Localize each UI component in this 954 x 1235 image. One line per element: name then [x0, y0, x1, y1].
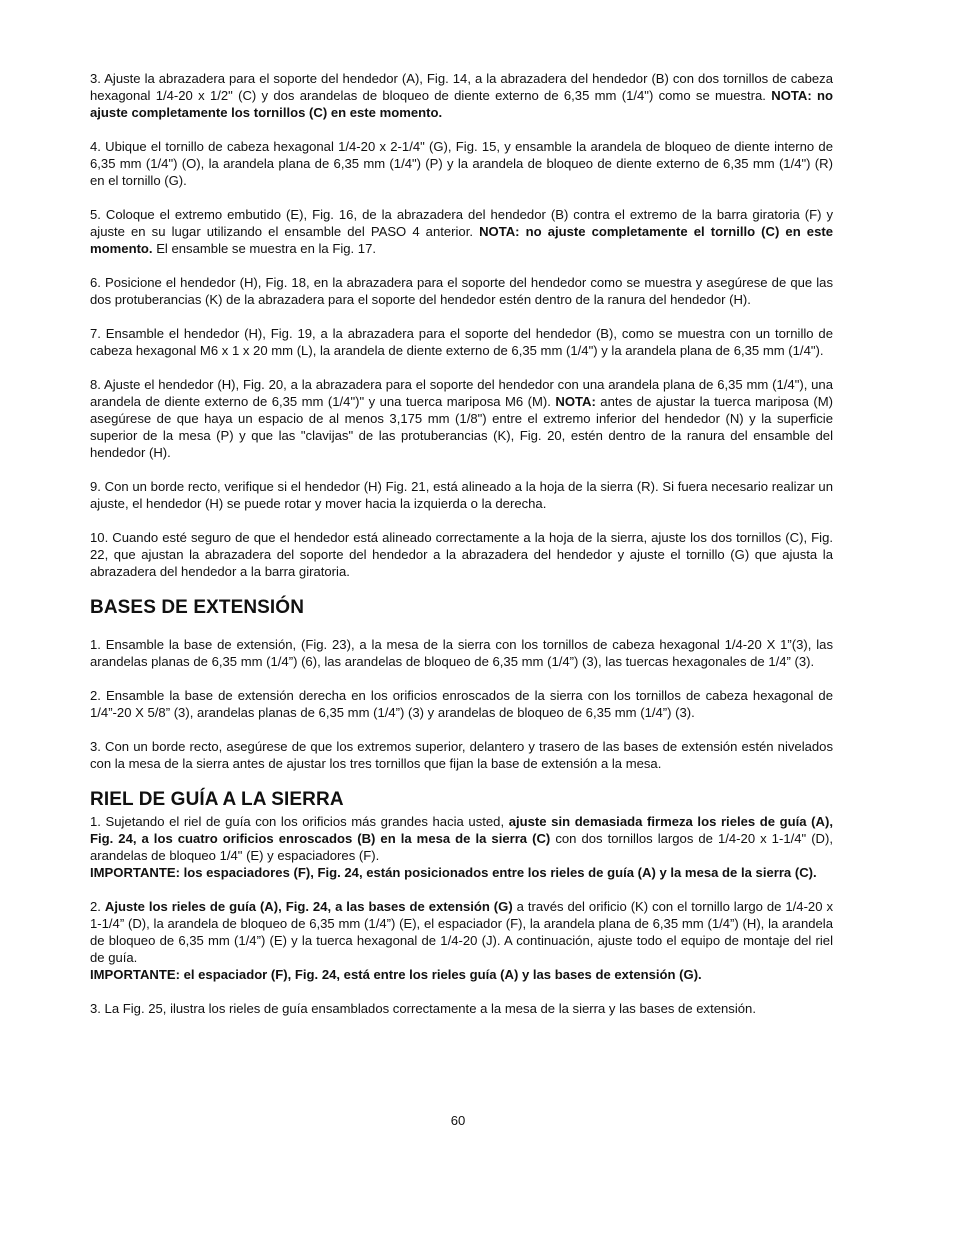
text-run: con dos tornillos largos de 1/4-20 x 1-1/4" (D), arandelas de bloqueo 1/4" (E) y espaciadores (F). [90, 831, 834, 863]
paragraph [90, 206, 833, 257]
paragraph [90, 1000, 833, 1017]
section-heading: RIEL DE GUÍA A LA SIERRA [90, 789, 344, 810]
text-run: 4. Ubique el tornillo de cabeza hexagonal 1/4-20 x 2-1/4" (G), Fig. 15, y ensamble la arandela de bloqueo de diente interno de 6,35 mm (1/4") (O), la arandela plana de 6,35 mm (1/4") (P) y la arandela de bloqueo de diente externo de 6,35 mm (1/4") (R) en el tornillo (G). [90, 139, 833, 188]
text-run: 2. [90, 899, 105, 914]
text-run: antes de ajustar la tuerca mariposa (M) asegúrese de que haya un espacio de al menos 3,175 mm (1/8") entre el extremo inferior del hendedor (N) y la superficie superior de la mesa (P) y que las "clavijas" de las protuberancias (K), Fig. 20, estén dentro de la ranura del ensamble del hendedor (H). [90, 394, 833, 460]
document-body [90, 70, 833, 1034]
text-run: 3. Ajuste la abrazadera para el soporte del hendedor (A), Fig. 14, a la abrazadera del hendedor (B) con dos tornillos de cabeza hexagonal 1/4-20 x 1/2" (C) y dos arandelas de bloqueo de diente externo de 6,35 mm (1/4") como se muestra. [90, 71, 833, 103]
paragraph [90, 738, 833, 772]
paragraph [90, 636, 833, 670]
paragraph [90, 898, 833, 966]
paragraph [90, 138, 833, 189]
bold-text: NOTA: no ajuste completamente los tornillos (C) en este momento. [90, 88, 833, 120]
text-run: 2. Ensamble la base de extensión derecha en los orificios enroscados de la sierra con los tornillos de cabeza hexagonal de 1/4”-20 X 5/8” (3), arandelas planas de 6,35 mm (1/4”) (3) y arandelas de bloqueo de 6,35 mm (1/4”) (3). [90, 688, 833, 720]
text-run: 3. La Fig. 25, ilustra los rieles de guía ensamblados correctamente a la mesa de la sierra y las bases de extensión. [90, 1001, 756, 1016]
text-run: 3. Con un borde recto, asegúrese de que los extremos superior, delantero y trasero de las bases de extensión estén nivelados con la mesa de la sierra antes de ajustar los tres tornillos que fijan la base de extensión a la mesa. [90, 739, 833, 771]
text-run: a través del orificio (K) con el tornillo largo de 1/4-20 x 1-1/4” (D), la arandela de bloqueo de 6,35 mm (1/4”) (E), el espaciador (F), la arandela plana de 6,35 mm (1/4”) (H), la arandela de bloqueo de 6,35 mm (1/4”) (E) y la tuerca hexagonal de 1/4-20 (J). A continuación, ajuste todo el equipo de montaje del riel de guía. [90, 899, 833, 965]
text-run: 5. Coloque el extremo embutido (E), Fig. 16, de la abrazadera del hendedor (B) contra el extremo de la barra giratoria (F) y ajuste en su lugar utilizando el ensamble del PASO 4 anterior. [90, 207, 833, 239]
text-run: El ensamble se muestra en la Fig. 17. [152, 241, 376, 256]
paragraph [90, 966, 833, 983]
text-run: 9. Con un borde recto, verifique si el hendedor (H) Fig. 21, está alineado a la hoja de la sierra (R). Si fuera necesario realizar un ajuste, el hendedor (H) se puede rotar y mover hacia la izquierda o la derecha. [90, 479, 833, 511]
bold-text: NOTA: [555, 394, 596, 409]
paragraph [90, 274, 833, 308]
text-run: 6. Posicione el hendedor (H), Fig. 18, en la abrazadera para el soporte del hendedor como se muestra y asegúrese de que las dos protuberancias (K) de la abrazadera para el soporte del hendedor estén dentro de la ranura del hendedor (H). [90, 275, 833, 307]
paragraph [90, 813, 833, 864]
paragraph [90, 70, 833, 121]
bold-text: ajuste sin demasiada firmeza los rieles de guía (A), Fig. 24, a los cuatro orificios enroscados (B) en la mesa de la sierra (C) [90, 814, 833, 846]
paragraph [90, 687, 833, 721]
bold-text: IMPORTANTE: el espaciador (F), Fig. 24, está entre los rieles guía (A) y las bases de extensión (G). [90, 967, 702, 982]
paragraph [90, 529, 833, 580]
paragraph [90, 376, 833, 461]
page-number: 60 [450, 1113, 466, 1128]
text-run: 7. Ensamble el hendedor (H), Fig. 19, a la abrazadera para el soporte del hendedor (B), como se muestra con un tornillo de cabeza hexagonal M6 x 1 x 20 mm (L), la arandela de diente externo de 6,35 mm (1/4") y la arandela plana de 6,35 mm (1/4"). [90, 326, 833, 358]
bold-text: NOTA: no ajuste completamente el tornillo (C) en este momento. [90, 224, 833, 256]
paragraph [90, 864, 833, 881]
paragraph [90, 478, 833, 512]
text-run: 1. Sujetando el riel de guía con los orificios más grandes hacia usted, [90, 814, 509, 829]
bold-text: IMPORTANTE: los espaciadores (F), Fig. 24, están posicionados entre los rieles de guía (A) y la mesa de la sierra (C). [90, 865, 817, 880]
bold-text: Ajuste los rieles de guía (A), Fig. 24, a las bases de extensión (G) [104, 899, 513, 914]
text-run: 8. Ajuste el hendedor (H), Fig. 20, a la abrazadera para el soporte del hendedor con una arandela plana de 6,35 mm (1/4"), una arandela de diente externo de 6,35 mm (1/4")" y una tuerca mariposa M6 (M). [90, 377, 833, 409]
section-heading: BASES DE EXTENSIÓN [90, 597, 305, 618]
text-run: 1. Ensamble la base de extensión, (Fig. 23), a la mesa de la sierra con los tornillos de cabeza hexagonal 1/4-20 X 1”(3), las arandelas planas de 6,35 mm (1/4”) (6), las arandelas de bloqueo de 6,35 mm (1/4”) (3), las tuercas hexagonales de 1/4” (3). [90, 637, 833, 669]
text-run: 10. Cuando esté seguro de que el hendedor está alineado correctamente a la hoja de la sierra, ajuste los dos tornillos (C), Fig. 22, que ajustan la abrazadera del soporte del hendedor a la abrazadera del hendedor y ajuste el tornillo (G) que ajusta la abrazadera del hendedor a la barra giratoria. [90, 530, 833, 579]
paragraph [90, 325, 833, 359]
